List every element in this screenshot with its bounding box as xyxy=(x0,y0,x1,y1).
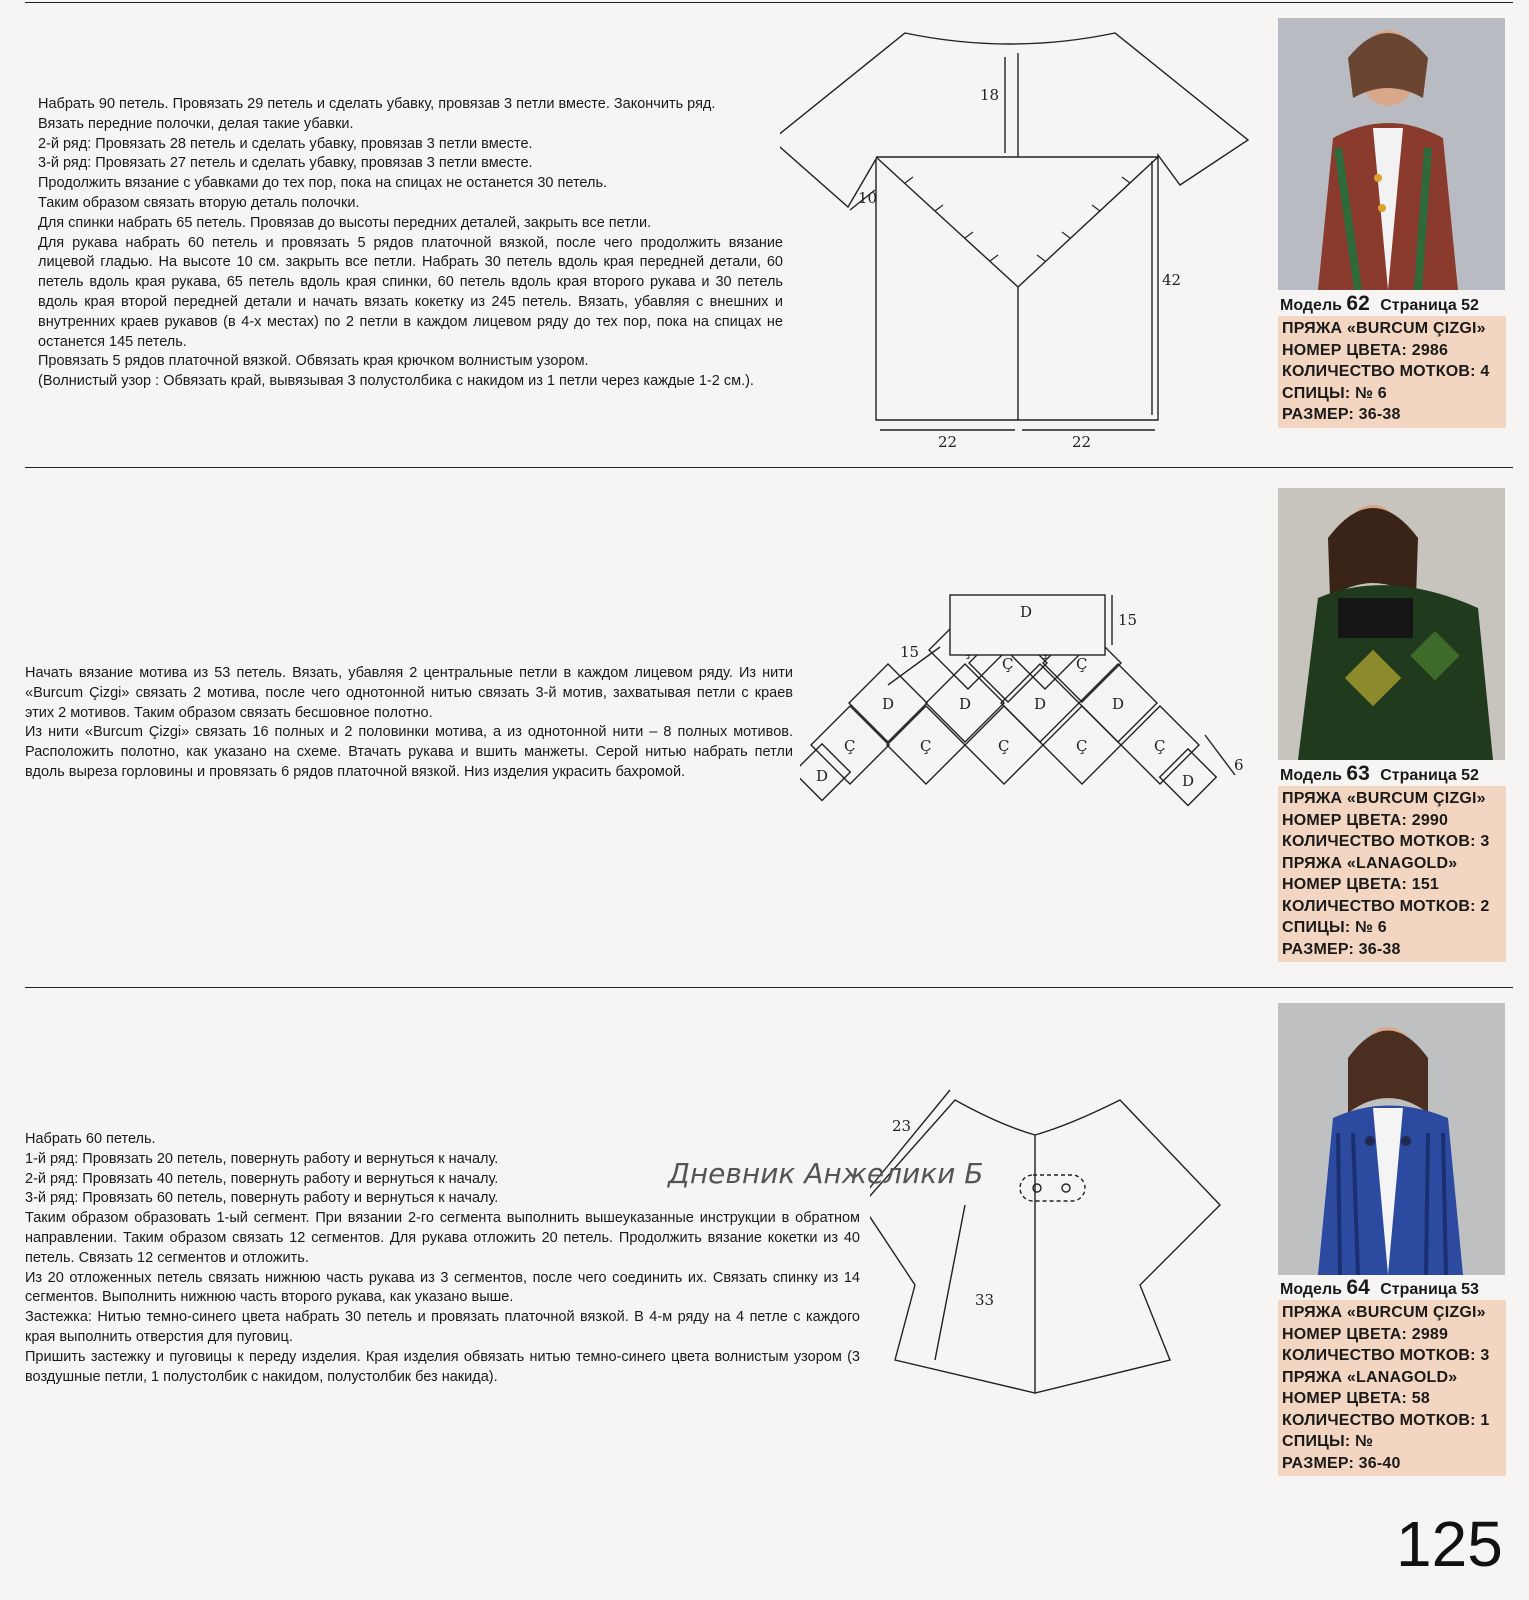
model-63-header xyxy=(1278,762,1506,786)
motif-label: Ç xyxy=(1076,655,1088,673)
instruction-line: Пришить застежку и пуговицы к переду изделия. Края изделия обвязать нитью темно-синего цвета волнистым узором (3 воздушные петли, 1 полустолбик с накидом, полустолбик без накида). xyxy=(25,1348,860,1385)
watermark: Дневник Анжелики Б xyxy=(668,1157,984,1190)
motif-label: D xyxy=(816,767,829,785)
spec-line: НОМЕР ЦВЕТА: 2990 xyxy=(1282,811,1449,829)
instruction-line: Таким образом связать вторую деталь полочки. xyxy=(38,194,360,211)
instructions-model-62 xyxy=(38,95,783,392)
model-page: Страница 52 xyxy=(1380,297,1479,314)
instruction-line: Из 20 отложенных петель связать нижнюю часть рукава из 3 сегментов, после чего соединить их. Связать спинку из 14 сегментов. Выполнить нижнюю часть второго рукава, как указано выше. xyxy=(25,1269,860,1306)
instruction-line: Из нити «Burcum Çizgi» связать 16 полных и 2 половинки мотива, а из однотонной нити – 8 полных мотивов. Расположить полотно, как указано на схеме. Втачать рукава и вшить манжеты. Серой нитью набрать петли вдоль выреза горловины и провязать 6 рядов платочной вязкой. Низ изделия украсить бахромой. xyxy=(25,724,793,780)
spec-line: ПРЯЖА «LANAGOLD» xyxy=(1282,1368,1458,1386)
model-number: 62 xyxy=(1346,292,1370,315)
motif-label: D xyxy=(959,695,972,713)
instruction-line: Для рукава набрать 60 петель и провязать 5 рядов платочной вязкой, после чего продолжить вязание лицевой гладью. На высоте 10 см. закрыть все петли. Набрать 30 петель вдоль края передней детали, 60 петель вдоль края рукава, 65 петель вдоль края спинки, 60 петель вдоль края второго рукава и 30 петель вдоль края второй передней детали и начать вязать кокетку из 245 петель. Вязать, убавляя с внешних и внутренних краев рукавов (в 4-х местах) по 2 петли в каждом лицевом ряду до тех пор, пока на спицах не останется 145 петель. xyxy=(38,234,783,350)
model-number: 63 xyxy=(1346,762,1370,785)
button-tab xyxy=(1020,1175,1085,1201)
model-page: Страница 53 xyxy=(1380,1281,1479,1298)
spec-line: КОЛИЧЕСТВО МОТКОВ: 2 xyxy=(1282,897,1490,915)
label-42: 42 xyxy=(1162,271,1182,289)
decrease-marks xyxy=(905,177,1130,261)
spec-line: РАЗМЕР: 36-38 xyxy=(1282,940,1401,958)
spec-line: ПРЯЖА «BURCUM ÇIZGI» xyxy=(1282,320,1486,337)
motif-label: D xyxy=(1034,695,1047,713)
instruction-line: Начать вязание мотива из 53 петель. Вязать, убавляя 2 центральные петли в каждом лицевом ряду. Из нити «Burcum Çizgi» связать 2 мотива, после чего однотонной нитью связать 3-й мотив, захватывая петли с краев этих 2 мотивов. Таким образом связать бесшовное полотно. xyxy=(25,665,793,721)
jacket-outline xyxy=(870,1100,1220,1393)
instruction-line: Продолжить вязание с убавками до тех пор, пока на спицах не останется 30 петель. xyxy=(38,175,608,192)
spec-line: СПИЦЫ: № xyxy=(1282,1433,1374,1450)
spec-line: ПРЯЖА «BURCUM ÇIZGI» xyxy=(1282,1304,1486,1321)
instruction-line: Провязать 5 рядов платочной вязкой. Обвязать края крючком волнистым узором. xyxy=(38,353,589,370)
model-label: Модель xyxy=(1280,1281,1342,1298)
motif-label: Ç xyxy=(1002,655,1014,673)
model-62-info xyxy=(1278,292,1506,428)
spec-line: РАЗМЕР: 36-38 xyxy=(1282,406,1401,423)
model-62-header xyxy=(1278,292,1506,316)
model-64-photo xyxy=(1278,1003,1505,1275)
button-icon xyxy=(1062,1184,1070,1192)
dimension-33 xyxy=(935,1205,965,1360)
motif-label: Ç xyxy=(1154,737,1166,755)
motif-label: D xyxy=(882,695,895,713)
label-collar-D: D xyxy=(1020,603,1033,621)
model-64-header xyxy=(1278,1276,1506,1300)
spec-line: КОЛИЧЕСТВО МОТКОВ: 3 xyxy=(1282,833,1490,850)
instruction-line: Набрать 60 петель. xyxy=(25,1131,156,1147)
model-64-specs xyxy=(1278,1300,1506,1476)
model-63-photo xyxy=(1278,488,1505,760)
label-18: 18 xyxy=(980,86,1000,104)
spec-line: НОМЕР ЦВЕТА: 2989 xyxy=(1282,1325,1449,1343)
page-number: 125 xyxy=(1396,1508,1503,1580)
model-number: 64 xyxy=(1346,1276,1370,1299)
instruction-line: 2-й ряд: Провязать 40 петель, повернуть работу и вернуться к началу. xyxy=(25,1170,499,1187)
instruction-line: 2-й ряд: Провязать 28 петель и сделать убавку, провязав 3 петли вместе. xyxy=(38,135,533,152)
model-63-specs xyxy=(1278,786,1506,962)
section-divider-1 xyxy=(25,467,1513,468)
front-neckline xyxy=(876,157,1158,287)
diagram-model-63 xyxy=(800,585,1250,830)
instruction-line: 3-й ряд: Провязать 27 петель и сделать убавку, провязав 3 петли вместе. xyxy=(38,155,533,172)
instruction-line: Для спинки набрать 65 петель. Провязав до высоты передних деталей, закрыть все петли. xyxy=(38,214,652,231)
model-62-photo xyxy=(1278,18,1505,290)
instruction-line: Застежка: Нитью темно-синего цвета набрать 30 петель и провязать платочной вязкой. В 4-м ряду на 4 петле с каждого края выполнить отверстия для пуговиц. xyxy=(25,1309,860,1345)
instruction-line: 3-й ряд: Провязать 60 петель, повернуть работу и вернуться к началу. xyxy=(25,1190,499,1207)
instruction-line: Набрать 90 петель. Провязать 29 петель и сделать убавку, провязав 3 петли вместе. Закончить ряд. xyxy=(38,96,716,112)
label-15-right: 15 xyxy=(1118,611,1138,629)
spec-line: НОМЕР ЦВЕТА: 151 xyxy=(1282,876,1440,893)
instruction-line: 1-й ряд: Провязать 20 петель, повернуть работу и вернуться к началу. xyxy=(25,1150,499,1167)
spec-line: РАЗМЕР: 36-40 xyxy=(1282,1454,1401,1472)
spec-line: ПРЯЖА «LANAGOLD» xyxy=(1282,854,1458,872)
model-page: Страница 52 xyxy=(1380,767,1479,784)
instruction-line: Таким образом образовать 1-ый сегмент. При вязании 2-го сегмента выполнить вышеуказанные инструкции в обратном направлении. Таким образом связать 12 сегментов. Для рукава отложить 20 петель. Продолжить вязание кокетки из 40 петель. Связать 12 сегментов и отложить. xyxy=(25,1210,860,1266)
cardigan-outline xyxy=(780,33,1248,420)
spec-line: НОМЕР ЦВЕТА: 58 xyxy=(1282,1390,1430,1407)
motif-label: Ç xyxy=(920,737,932,755)
motif-label: Ç xyxy=(998,737,1010,755)
label-10: 10 xyxy=(858,189,878,207)
model-63-info xyxy=(1278,762,1506,962)
spec-line: ПРЯЖА «BURCUM ÇIZGI» xyxy=(1282,790,1486,807)
label-22-right: 22 xyxy=(1072,433,1092,451)
button-icon xyxy=(1033,1184,1041,1192)
motif-label: Ç xyxy=(1076,737,1088,755)
diagram-model-64 xyxy=(870,1075,1230,1410)
model-64-info xyxy=(1278,1276,1506,1476)
spec-line: СПИЦЫ: № 6 xyxy=(1282,919,1387,936)
label-6: 6 xyxy=(1234,756,1244,774)
label-22-left: 22 xyxy=(938,433,958,451)
motif-label: D xyxy=(1182,772,1195,790)
spec-line: КОЛИЧЕСТВО МОТКОВ: 1 xyxy=(1282,1411,1490,1429)
diagram-model-62 xyxy=(780,25,1260,460)
instruction-line: (Волнистый узор : Обвязать край, вывязывая 3 полустолбика с накидом из 1 петли через каждые 1-2 см.). xyxy=(38,373,754,390)
model-62-specs xyxy=(1278,316,1506,428)
spec-line: НОМЕР ЦВЕТА: 2986 xyxy=(1282,341,1449,359)
model-label: Модель xyxy=(1280,767,1342,784)
spec-line: СПИЦЫ: № 6 xyxy=(1282,384,1387,402)
instructions-model-63 xyxy=(25,664,793,783)
dimension-6 xyxy=(1205,735,1235,775)
section-divider-2 xyxy=(25,987,1513,988)
instruction-line: Вязать передние полочки, делая такие убавки. xyxy=(38,115,354,132)
label-23: 23 xyxy=(892,1117,912,1135)
motif-label: D xyxy=(1112,695,1125,713)
top-rule xyxy=(25,2,1513,3)
motif-label: Ç xyxy=(844,737,856,755)
model-label: Модель xyxy=(1280,297,1342,314)
spec-line: КОЛИЧЕСТВО МОТКОВ: 4 xyxy=(1282,363,1490,380)
label-15-left: 15 xyxy=(900,643,920,661)
spec-line: КОЛИЧЕСТВО МОТКОВ: 3 xyxy=(1282,1347,1490,1364)
label-33: 33 xyxy=(975,1291,995,1309)
